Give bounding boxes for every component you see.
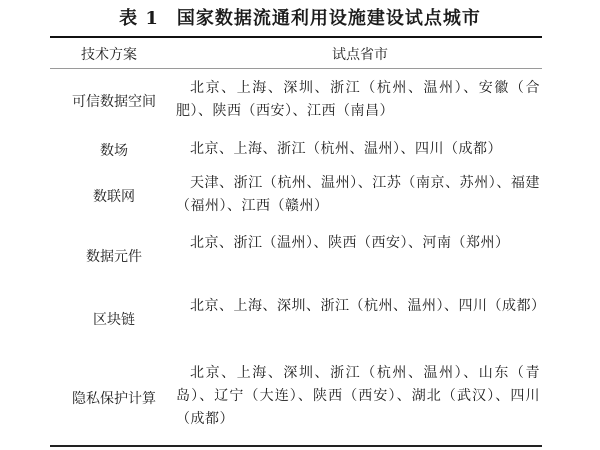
- table-caption: [0, 4, 600, 30]
- cities-cell: 北京、上海、深圳、浙江（杭州、温州）、四川（成都）: [190, 298, 546, 314]
- header-rule: [50, 68, 542, 69]
- scheme-cell: 隐私保护计算: [72, 391, 156, 407]
- header-cities: 试点省市: [332, 47, 388, 63]
- bottom-rule: [50, 445, 542, 447]
- header-scheme: 技术方案: [81, 47, 137, 63]
- cities-cell: 北京、上海、浙江（杭州、温州）、四川（成都）: [190, 141, 502, 157]
- scheme-cell: 可信数据空间: [72, 94, 156, 110]
- cities-cell: 北京、上海、深圳、浙江（杭州、温州）、安徽（合肥）、陕西（西安）、江西（南昌）: [176, 80, 540, 119]
- cities-cell: 北京、浙江（温州）、陕西（西安）、河南（郑州）: [190, 235, 510, 251]
- scheme-cell: 数联网: [93, 189, 135, 205]
- cities-cell: 北京、上海、深圳、浙江（杭州、温州）、山东（青岛）、辽宁（大连）、陕西（西安）、湖北（武汉）、四川（成都）: [176, 365, 540, 427]
- table-title: 国家数据流通利用设施建设试点城市: [176, 8, 481, 29]
- scheme-cell: 区块链: [93, 312, 135, 328]
- top-rule: [50, 36, 542, 38]
- table-number: 表 1: [119, 8, 159, 29]
- cities-cell: 天津、浙江（杭州、温州）、江苏（南京、苏州）、福建（福州）、江西（赣州）: [176, 175, 540, 214]
- scheme-cell: 数场: [100, 143, 128, 159]
- scheme-cell: 数据元件: [86, 249, 142, 265]
